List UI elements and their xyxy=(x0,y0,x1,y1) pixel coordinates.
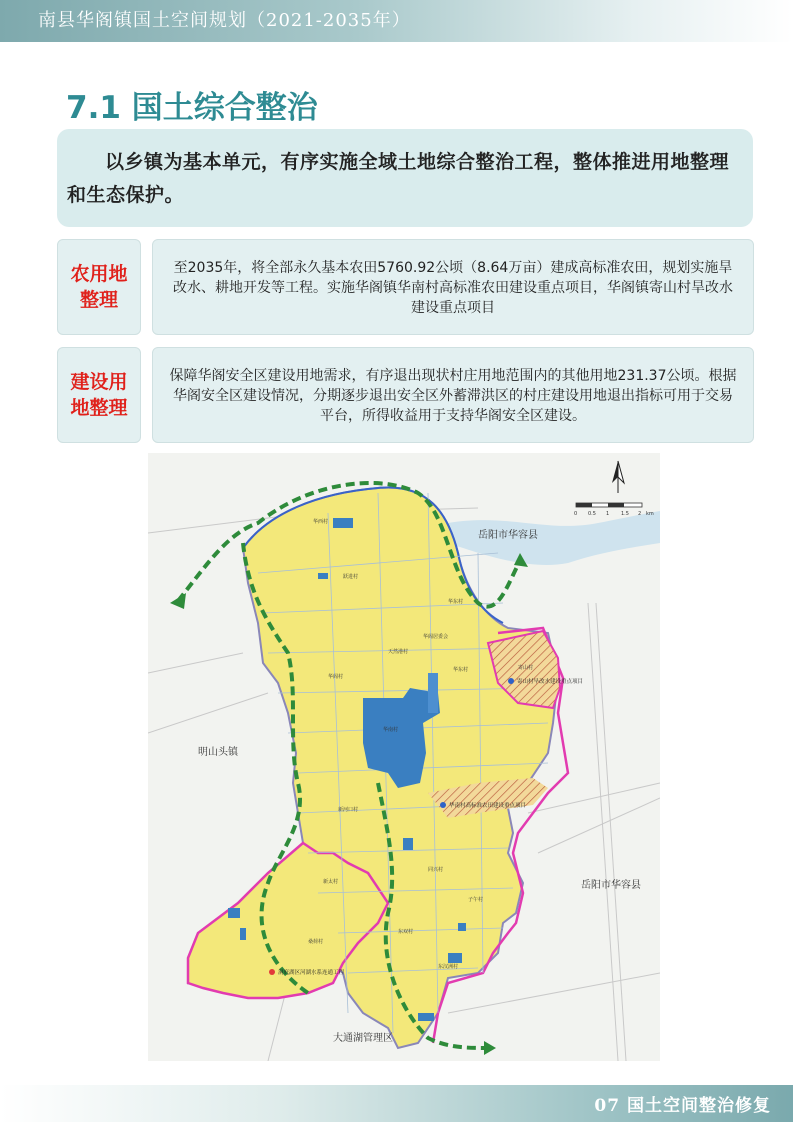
village-label: 华东村 xyxy=(453,667,469,673)
header-bar xyxy=(0,0,793,42)
project-marker xyxy=(440,802,446,808)
project-label: 洞庭湖区河湖水系连通工程 xyxy=(278,970,345,976)
village-label: 桑荷村 xyxy=(308,939,324,945)
label-farmland-consolidation xyxy=(57,239,141,335)
label-construction-consolidation xyxy=(57,347,141,443)
chapter-label: 07 国土空间整治修复 xyxy=(594,1096,771,1116)
scale-unit: km xyxy=(646,511,654,517)
village-label: 新河口村 xyxy=(338,807,359,813)
village-label: 华西村 xyxy=(313,519,329,525)
scale-tick: 2 xyxy=(638,511,642,517)
document-title: 南县华阁镇国土空间规划（2021-2035年） xyxy=(38,10,411,31)
village-label: 东汉洲村 xyxy=(438,964,459,970)
village-label: 华阁村 xyxy=(328,674,344,680)
scale-tick: 0 xyxy=(574,511,578,517)
village-label: 新太村 xyxy=(323,879,339,885)
village-label: 子午村 xyxy=(468,897,484,903)
village-label: 东双村 xyxy=(398,929,414,935)
footer-bar xyxy=(0,1085,793,1122)
label-line-1: 建设用 xyxy=(70,371,128,393)
village-label: 跃进村 xyxy=(343,574,359,580)
farmland-consolidation-box xyxy=(152,239,754,335)
farmland-consolidation-text: 至2035年，将全部永久基本农田5760.92公顷（8.64万亩）建成高标准农田，规划实施旱改水、耕地开发等工程。实施华阁镇华南村高标准农田建设重点项目，华阁镇寄山村旱改水建设重点项目 xyxy=(173,260,733,316)
village-label: 寄山村 xyxy=(518,665,534,671)
project-label: 寄山村旱改水建设重点项目 xyxy=(517,679,584,685)
place-label: 岳阳市华容县 xyxy=(478,530,538,541)
place-label: 大通湖管理区 xyxy=(333,1033,393,1044)
place-label: 岳阳市华容县 xyxy=(581,880,641,891)
map-svg xyxy=(148,453,660,1061)
section-title: 7.1 国土综合整治 xyxy=(66,90,318,126)
project-marker xyxy=(508,678,514,684)
land-consolidation-map xyxy=(148,453,660,1061)
place-label: 明山头镇 xyxy=(198,747,238,758)
scale-bar xyxy=(576,503,642,507)
construction-consolidation-box xyxy=(152,347,754,443)
intro-box xyxy=(57,129,753,227)
village-label: 同兴村 xyxy=(428,867,444,873)
label-line-2: 地整理 xyxy=(70,397,128,419)
label-line-1: 农用地 xyxy=(70,263,128,285)
scale-tick: 1 xyxy=(606,511,610,517)
project-label: 华南村高标准农田建设重点项目 xyxy=(449,803,527,809)
village-label: 天然港村 xyxy=(388,649,409,655)
scale-tick: 1.5 xyxy=(621,511,629,517)
village-label: 华南村 xyxy=(383,727,399,733)
construction-consolidation-text: 保障华阁安全区建设用地需求，有序退出现状村庄用地范围内的其他用地231.37公顷。根据华阁安全区建设情况，分期逐步退出安全区外蓄滞洪区的村庄建设用地退出指标可用于交易平台，所得收益用于支持华阁安全区建设。 xyxy=(169,368,737,424)
label-line-2: 整理 xyxy=(79,289,118,311)
scale-tick: 0.5 xyxy=(588,511,596,517)
village-label: 华阁居委会 xyxy=(423,634,449,640)
village-label: 华东村 xyxy=(448,599,464,605)
project-marker xyxy=(269,969,275,975)
intro-text: 以乡镇为基本单元，有序实施全域土地综合整治工程，整体推进用地整理和生态保护。 xyxy=(67,151,730,206)
